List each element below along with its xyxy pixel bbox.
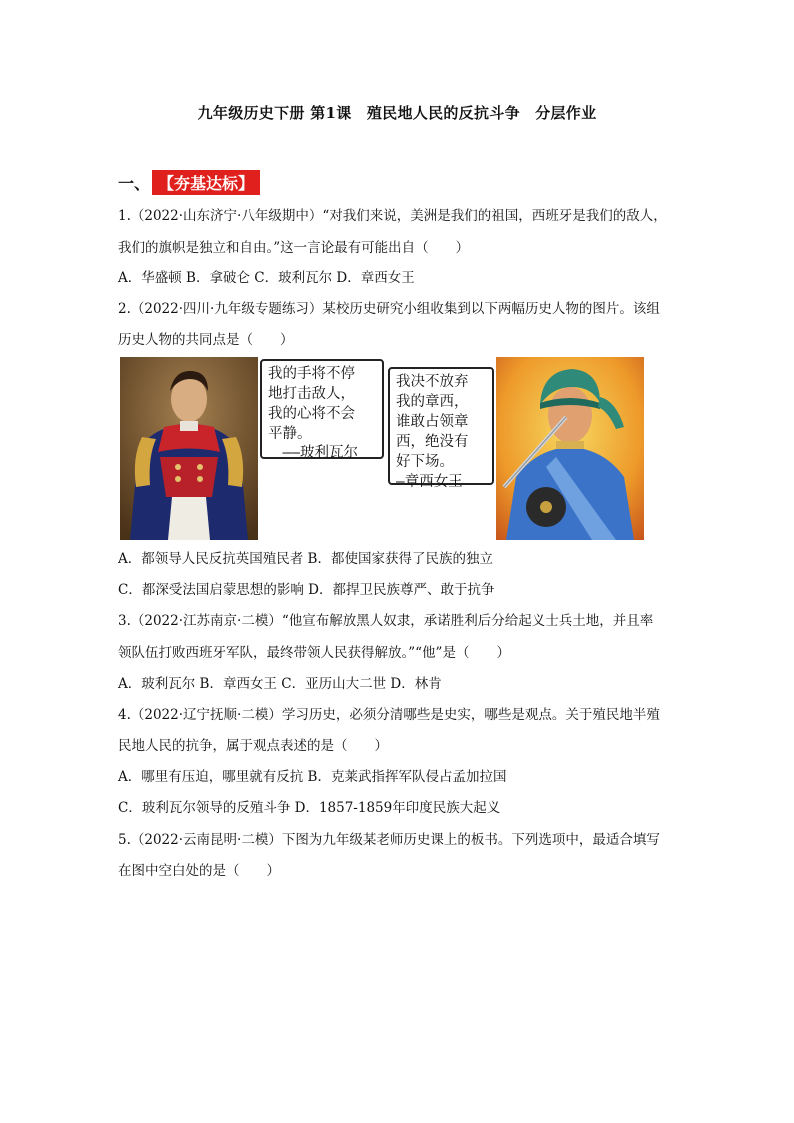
rani-quote-attribution: —章西女王 (396, 474, 463, 490)
q4-options-line2: C．玻利瓦尔领导的反殖斗争 D．1857-1859年印度民族大起义 (118, 800, 501, 816)
rani-quote-line: 我的章西， (396, 394, 469, 410)
q1-stem-line1: 1.（2022·山东济宁·八年级期中）“对我们来说，美洲是我们的祖国，西班牙是我们的敌人， (118, 208, 667, 224)
q2-stem-line1: 2.（2022·四川·九年级专题练习）某校历史研究小组收集到以下两幅历史人物的图片。该组 (118, 301, 660, 317)
q4-options-line1: A．哪里有压迫，哪里就有反抗 B．克莱武指挥军队侵占孟加拉国 (118, 769, 507, 785)
q1-options: A．华盛顿 B．拿破仑 C．玻利瓦尔 D．章西女王 (118, 270, 415, 286)
rani-quote-line: 好下场。 (396, 454, 454, 470)
q4-stem-line1: 4.（2022·辽宁抚顺·二模）学习历史，必须分清哪些是史实，哪些是观点。关于殖民地半殖 (118, 707, 660, 723)
bolivar-quote-line: 我的心将不会 (268, 406, 355, 422)
bolivar-quote-attribution: ——玻利瓦尔 (268, 445, 358, 461)
q2-figure (120, 357, 644, 540)
rani-quote-line: 谁敢占领章 (396, 414, 469, 430)
q2-options-line2: C．都深受法国启蒙思想的影响 D．都捍卫民族尊严、敢于抗争 (118, 582, 495, 598)
q4-stem-line2: 民地人民的抗争，属于观点表述的是（ ） (118, 738, 388, 754)
rani-quote-bubble (388, 367, 494, 490)
q1-stem-line2: 我们的旗帜是独立和自由。”这一言论最有可能出自（ ） (118, 240, 470, 256)
q3-stem-line2: 领队伍打败西班牙军队，最终带领人民获得解放。”“他”是（ ） (118, 645, 510, 661)
q5-stem-line2: 在图中空白处的是（ ） (118, 863, 280, 879)
bolivar-quote-bubble (260, 359, 384, 459)
rani-quote-line: 我决不放弃 (396, 374, 469, 390)
q5-stem-line1: 5.（2022·云南昆明·二模）下图为九年级某老师历史课上的板书。下列选项中，最适合填写 (118, 832, 660, 848)
q3-stem-line1: 3.（2022·江苏南京·二模）“他宣布解放黑人奴隶，承诺胜利后分给起义士兵土地，并且率 (118, 613, 654, 629)
bolivar-quote-line: 我的手将不停 (268, 366, 355, 382)
q2-stem-line2: 历史人物的共同点是（ ） (118, 332, 294, 348)
section-tag: 【夯基达标】 (152, 170, 260, 195)
rani-quote-line: 西，绝没有 (396, 434, 469, 450)
page-title: 九年级历史下册 第1课 殖民地人民的反抗斗争 分层作业 (197, 104, 597, 122)
bolivar-quote-line: 地打击敌人， (268, 386, 355, 402)
section-heading (118, 170, 260, 195)
q3-options: A．玻利瓦尔 B．章西女王 C．亚历山大二世 D．林肯 (118, 676, 442, 692)
bolivar-quote-line: 平静。 (268, 426, 312, 442)
bolivar-portrait (120, 357, 258, 540)
q2-options-line1: A．都领导人民反抗英国殖民者 B．都使国家获得了民族的独立 (118, 551, 493, 567)
section-prefix: 一、 (118, 174, 151, 193)
rani-portrait (496, 357, 644, 540)
